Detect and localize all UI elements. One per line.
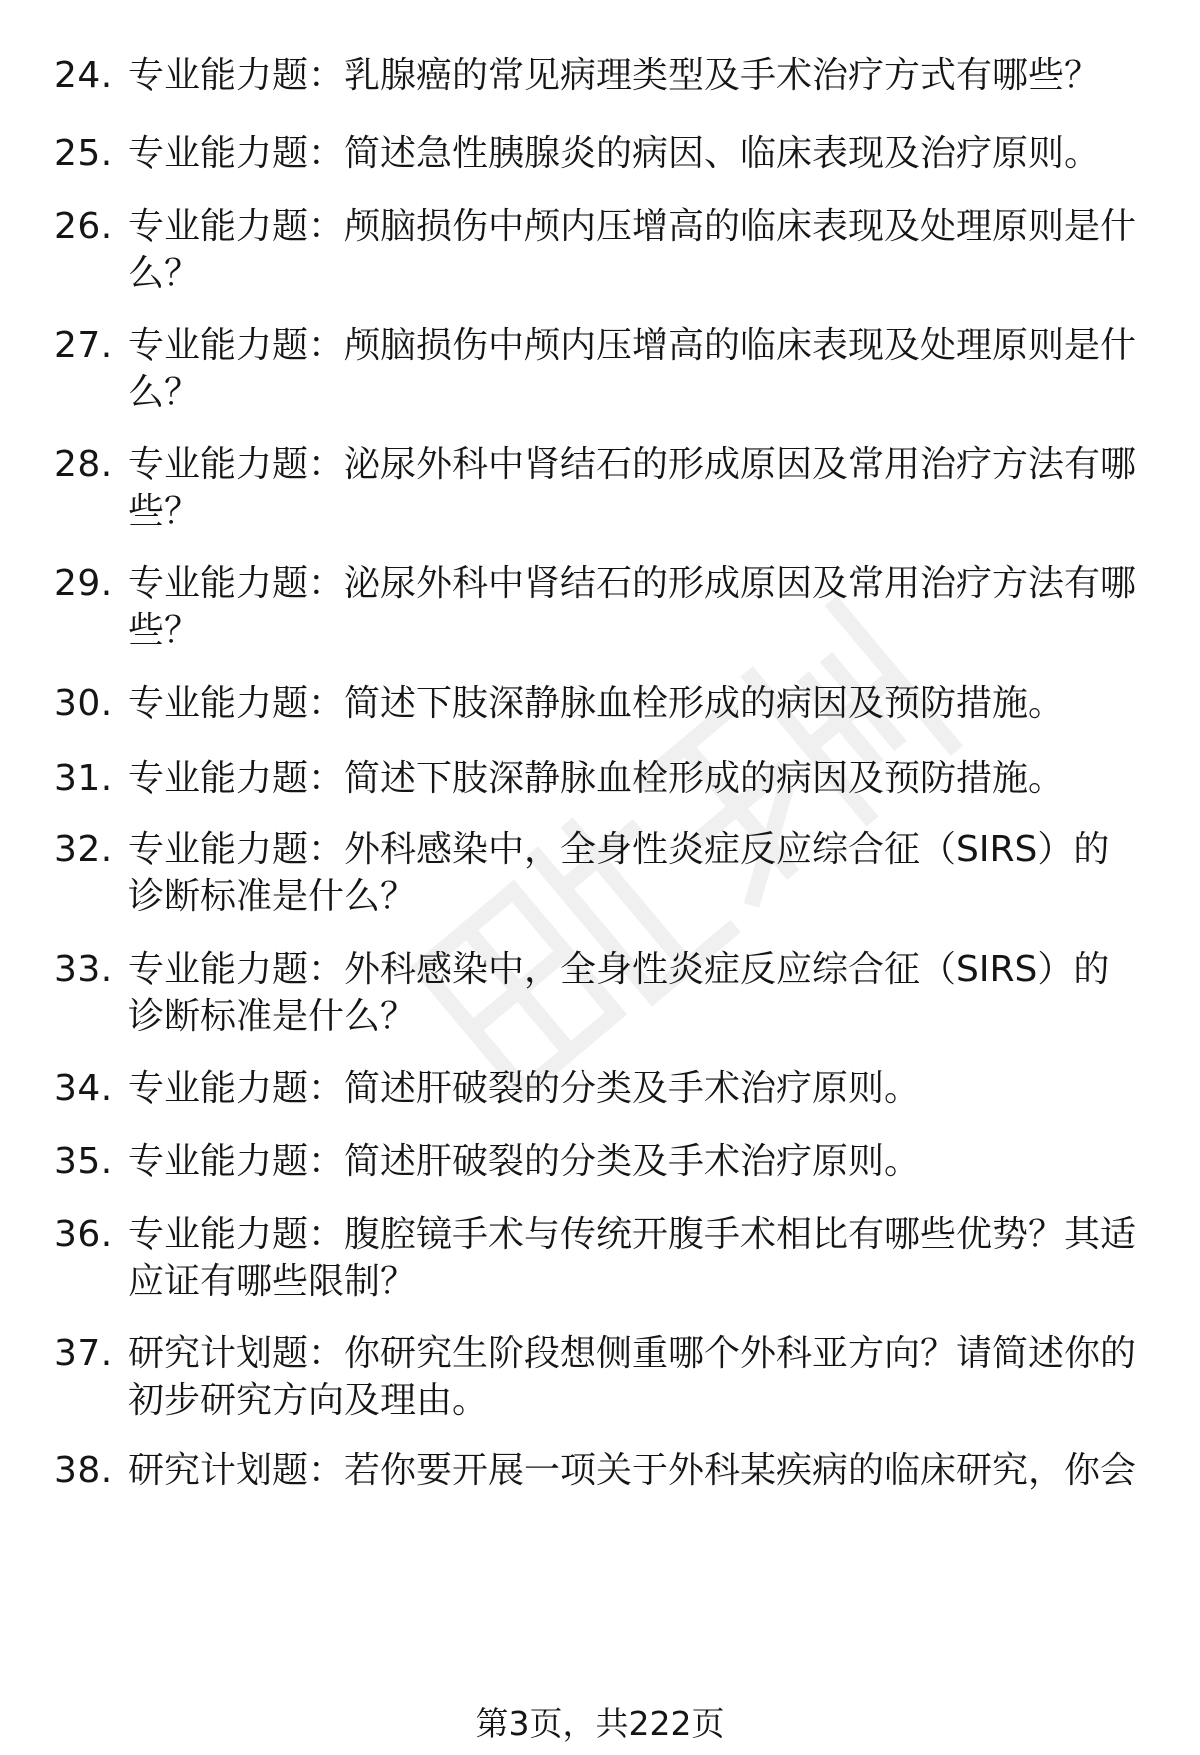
question-text: 专业能力题：泌尿外科中肾结石的形成原因及常用治疗方法有哪些？ xyxy=(128,444,1137,532)
question-text: 专业能力题：腹腔镜手术与传统开腹手术相比有哪些优势？其适应证有哪些限制？ xyxy=(128,1214,1137,1302)
question-number: 32. xyxy=(54,829,113,870)
question-text: 专业能力题：颅脑损伤中颅内压增高的临床表现及处理原则是什么？ xyxy=(128,325,1137,413)
question-number: 31. xyxy=(54,758,113,799)
question-number: 29. xyxy=(54,563,113,604)
question-text: 专业能力题：简述肝破裂的分类及手术治疗原则。 xyxy=(128,1068,921,1109)
question-text: 专业能力题：简述肝破裂的分类及手术治疗原则。 xyxy=(128,1141,921,1182)
question-text: 专业能力题：简述下肢深静脉血栓形成的病因及预防措施。 xyxy=(128,683,1065,724)
question-text: 专业能力题：泌尿外科中肾结石的形成原因及常用治疗方法有哪些？ xyxy=(128,563,1137,651)
question-text: 专业能力题：外科感染中，全身性炎症反应综合征（SIRS）的诊断标准是什么？ xyxy=(128,949,1110,1037)
question-number: 33. xyxy=(54,949,113,990)
page-number-footer: 第3页，共222页 xyxy=(475,1704,725,1743)
question-number: 24. xyxy=(54,55,113,96)
question-number: 27. xyxy=(54,325,113,366)
question-number: 25. xyxy=(54,133,113,174)
question-text: 专业能力题：简述下肢深静脉血栓形成的病因及预防措施。 xyxy=(128,758,1065,799)
question-number: 26. xyxy=(54,206,113,247)
question-number: 28. xyxy=(54,444,113,485)
question-text: 专业能力题：简述急性胰腺炎的病因、临床表现及治疗原则。 xyxy=(128,133,1101,174)
question-text: 专业能力题：外科感染中，全身性炎症反应综合征（SIRS）的诊断标准是什么？ xyxy=(128,829,1110,917)
question-text: 专业能力题：乳腺癌的常见病理类型及手术治疗方式有哪些？ xyxy=(128,55,1101,96)
question-number: 37. xyxy=(54,1333,113,1374)
question-text: 专业能力题：颅脑损伤中颅内压增高的临床表现及处理原则是什么？ xyxy=(128,206,1137,294)
question-number: 35. xyxy=(54,1141,113,1182)
question-number: 36. xyxy=(54,1214,113,1255)
question-number: 38. xyxy=(54,1450,113,1491)
question-text: 研究计划题：你研究生阶段想侧重哪个外科亚方向？请简述你的初步研究方向及理由。 xyxy=(128,1333,1137,1421)
question-number: 34. xyxy=(54,1068,113,1109)
question-text: 研究计划题：若你要开展一项关于外科某疾病的临床研究，你会 xyxy=(128,1450,1137,1491)
question-number: 30. xyxy=(54,683,113,724)
